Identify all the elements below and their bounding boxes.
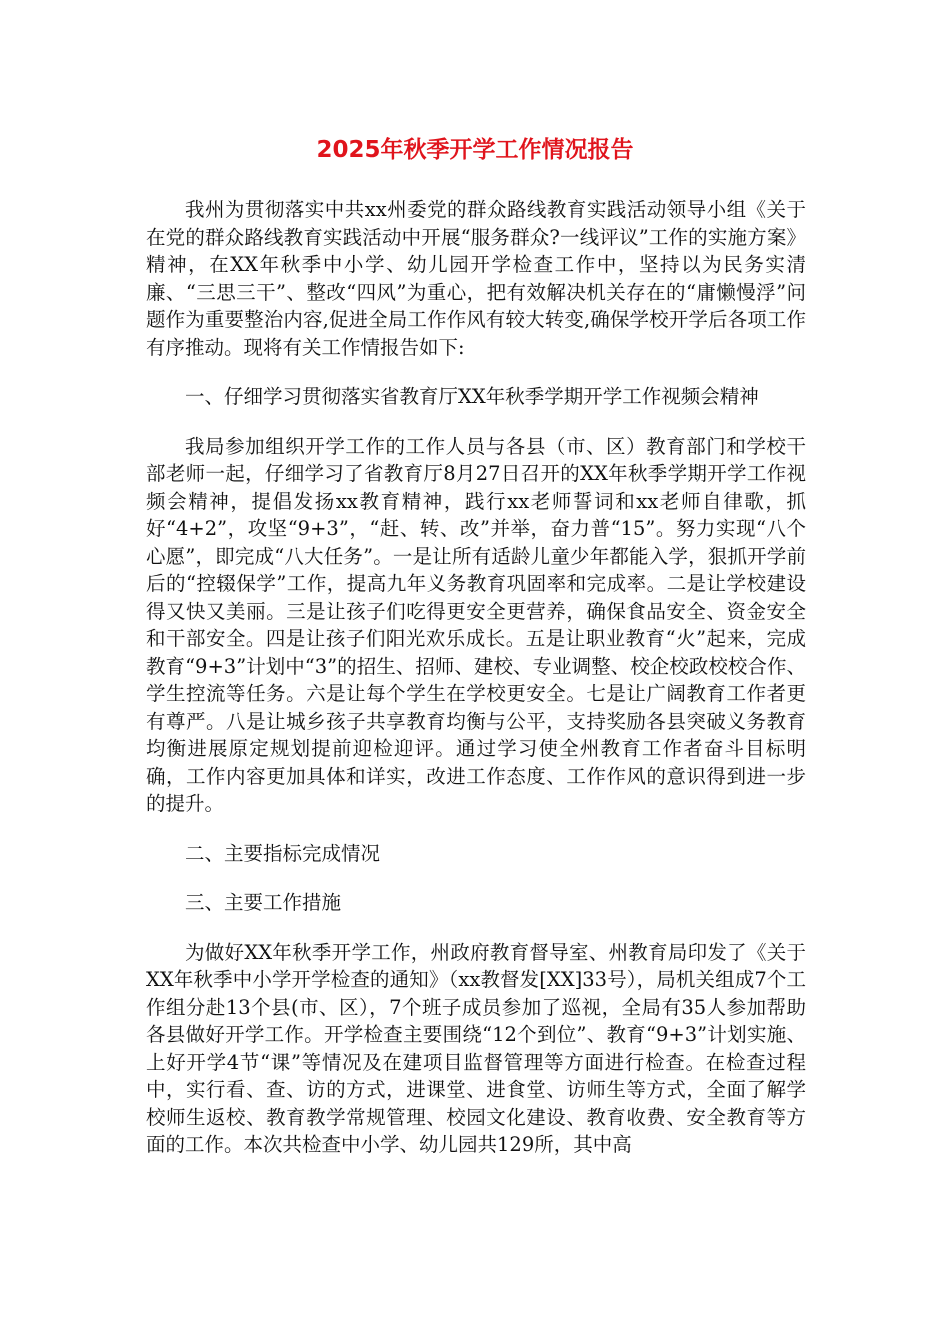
section-heading-2: 二、主要指标完成情况 [185, 841, 381, 865]
section-heading-1: 一、仔细学习贯彻落实省教育厅XX年秋季学期开学工作视频会精神 [185, 385, 759, 408]
intro-paragraph: 我州为贯彻落实中共xx州委党的群众路线教育实践活动领导小组《关于在党的群众路线教育实践活动中开展“服务群众?一线评议”工作的实施方案》精神，在XX年秋季中小学、幼儿园开学检查工作中，坚持以为民务实清廉、“三思三干”、整改“四风”为重心，把有效解决机关存在的“庸懒慢浮”问题作为重要整治内容,促进全局工作作风有较大转变,确保学校开学后各项工作有序推动。现将有关工作情报告如下: [146, 198, 806, 359]
section-1-paragraph: 我局参加组织开学工作的工作人员与各县（市、区）教育部门和学校干部老师一起，仔细学习了省教育厅8月27日召开的XX年秋季学期开学工作视频会精神，提倡发扬xx教育精神，践行xx老师誓词和xx老师自律歌，抓好“4+2”，攻坚“9+3”，“赶、转、改”并举，奋力普“15”。努力实现“八个心愿”，即完成“八大任务”。一是让所有适龄儿童少年都能入学，狠抓开学前后的“控辍保学”工作，提高九年义务教育巩固率和完成率。二是让学校建设得又快又美丽。三是让孩子们吃得更安全更营养，确保食品安全、资金安全和干部安全。四是让孩子们阳光欢乐成长。五是让职业教育“火”起来，完成教育“9+3”计划中“3”的招生、招师、建校、专业调整、校企校政校校合作、学生控流等任务。六是让每个学生在学校更安全。七是让广阔教育工作者更有尊严。八是让城乡孩子共享教育均衡与公平，支持奖励各县突破义务教育均衡进展原定规划提前迎检迎评。通过学习使全州教育工作者奋斗目标明确，工作内容更加具体和详实，改进工作态度、工作作风的意识得到进一步的提升。 [146, 434, 806, 815]
document-title: 2025年秋季开学工作情况报告 [316, 137, 634, 163]
document-body [146, 196, 806, 1181]
section-3-paragraph: 为做好XX年秋季开学工作，州政府教育督导室、州教育局印发了《关于XX年秋季中小学开学检查的通知》（xx教督发[XX]33号），局机关组成7个工作组分赴13个县(市、区），7个班子成员参加了巡视，全局有35人参加帮助各县做好开学工作。开学检查主要围绕“12个到位”、教育“9+3”计划实施、上好开学4节“课”等情况及在建项目监督管理等方面进行检查。在检查过程中，实行看、查、访的方式，进课堂、进食堂、访师生等方式，全面了解学校师生返校、教育教学常规管理、校园文化建设、教育收费、安全教育等方面的工作。本次共检查中小学、幼儿园共129所，其中高 [146, 940, 806, 1156]
section-heading-3: 三、主要工作措施 [185, 891, 342, 914]
